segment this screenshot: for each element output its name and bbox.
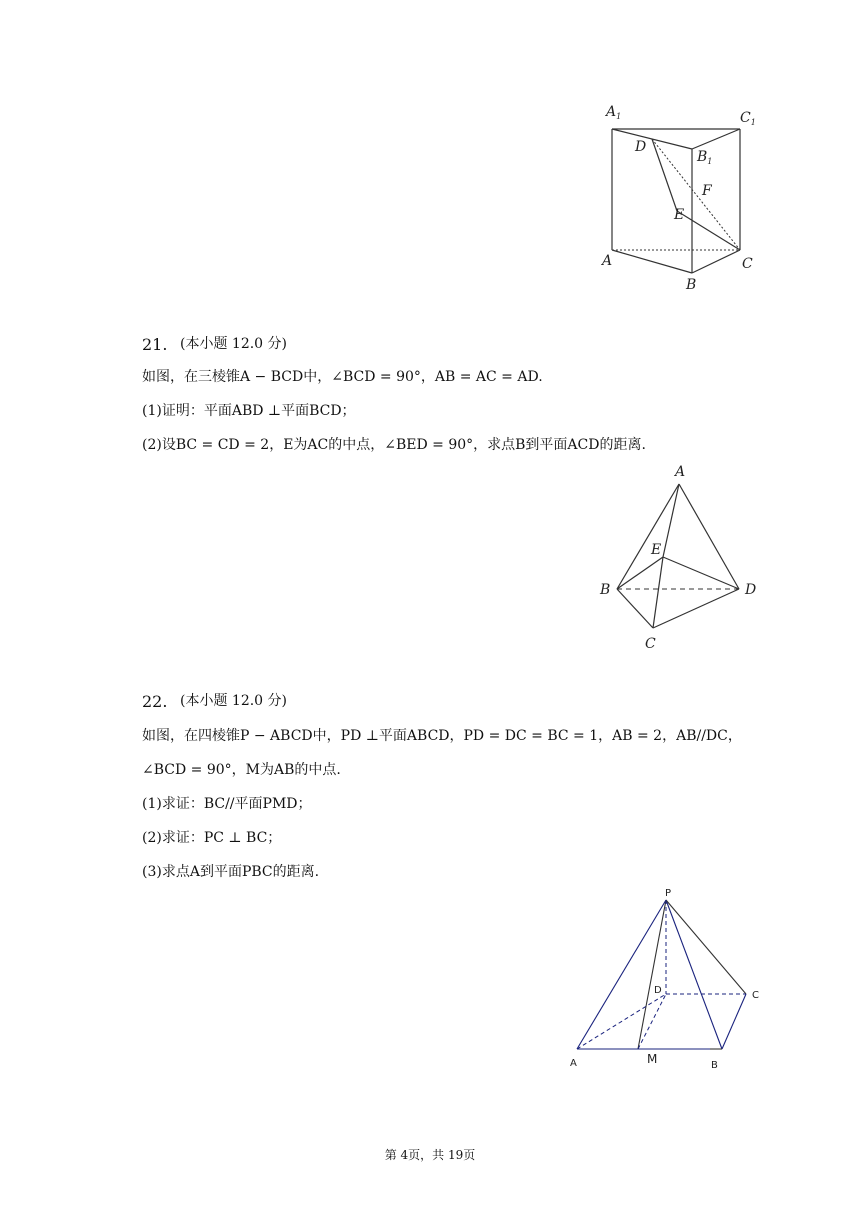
prism-label-a: A bbox=[602, 253, 613, 269]
q21-part2: (2)设BC = CD = 2，E为AC的中点，∠BED = 90°，求点B到平面ACD的距离. bbox=[142, 437, 646, 453]
pyramid-label-m: M bbox=[647, 1052, 658, 1066]
q21-stem: 如图，在三棱锥A − BCD中，∠BCD = 90°，AB = AC = AD. bbox=[142, 369, 543, 385]
q22-part3: (3)求点A到平面PBC的距离. bbox=[142, 864, 320, 880]
q21-points: (本小题 12.0 分) bbox=[180, 336, 287, 352]
q22-part2: (2)求证：PC ⊥ BC； bbox=[142, 830, 282, 846]
prism-label-c: C bbox=[742, 256, 753, 272]
q22-part1: (1)求证：BC//平面PMD； bbox=[142, 796, 312, 812]
tetra-label-e: E bbox=[651, 542, 662, 558]
q22-points: (本小题 12.0 分) bbox=[180, 693, 287, 709]
prism-figure bbox=[600, 100, 770, 300]
prism-label-b1: $B_1$ bbox=[697, 149, 713, 166]
q22-stem-line2: ∠BCD = 90°，M为AB的中点. bbox=[142, 762, 341, 778]
q22-number: 22. bbox=[142, 692, 168, 711]
prism-label-d: D bbox=[635, 139, 647, 155]
prism-label-f: F bbox=[702, 183, 712, 199]
q21-number: 21. bbox=[142, 335, 168, 354]
tetra-figure bbox=[595, 460, 770, 655]
tetra-label-d: D bbox=[745, 582, 757, 598]
tetra-label-c: C bbox=[645, 636, 656, 652]
pyramid-label-b: B bbox=[711, 1060, 718, 1071]
pyramid-label-c: C bbox=[752, 990, 759, 1001]
prism-label-c1: $C_1$ bbox=[740, 110, 756, 127]
pyramid-figure bbox=[560, 880, 770, 1080]
page-footer: 第 4页，共 19页 bbox=[384, 1148, 476, 1162]
pyramid-label-p: P bbox=[665, 888, 672, 899]
pyramid-label-a: A bbox=[570, 1058, 577, 1069]
tetra-label-a: A bbox=[675, 464, 686, 480]
q21-part1: (1)证明：平面ABD ⊥平面BCD； bbox=[142, 403, 356, 419]
prism-label-e: E bbox=[674, 207, 685, 223]
prism-label-b: B bbox=[686, 277, 697, 293]
prism-label-a1: $A_1$ bbox=[606, 104, 622, 121]
pyramid-label-d: D bbox=[654, 985, 662, 996]
tetra-label-b: B bbox=[600, 582, 611, 598]
q22-stem-line1: 如图，在四棱锥P − ABCD中，PD ⊥平面ABCD，PD = DC = BC = 1，AB = 2，AB//DC， bbox=[142, 728, 742, 744]
